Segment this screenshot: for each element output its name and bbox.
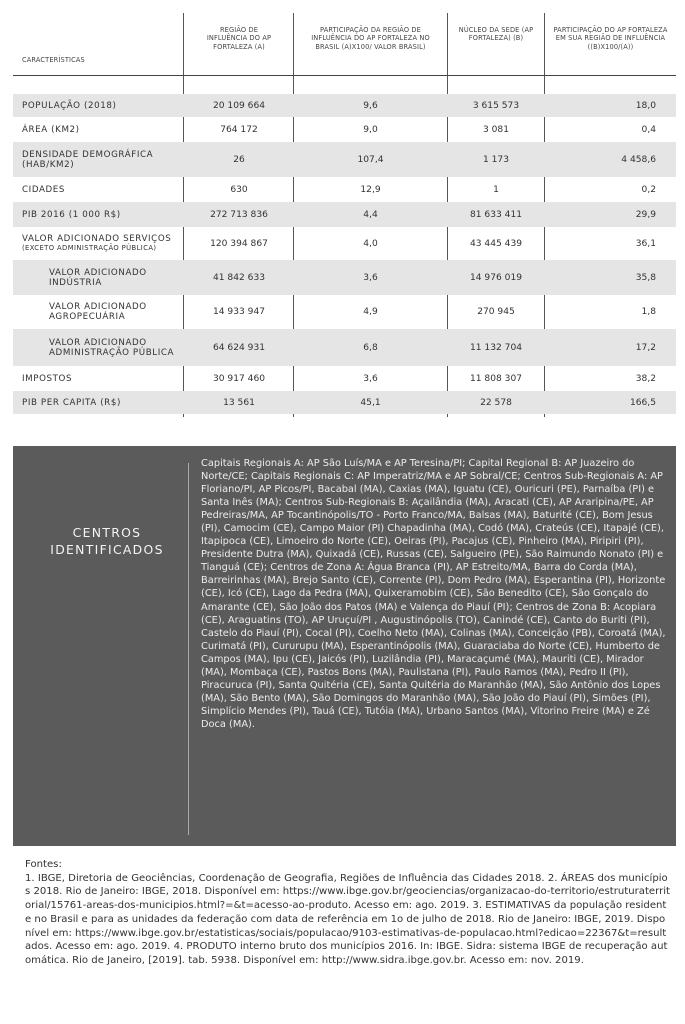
cell-core-share: 17,2	[635, 342, 656, 353]
cell-core: 11 808 307	[469, 373, 523, 384]
cell-region: 30 917 460	[212, 373, 266, 384]
centers-list: Capitais Regionais A: AP São Luís/MA e AP Teresina/PI; Capital Regional B: AP Juazeiro do Norte/CE; Capitais Regionais C: AP Imperatriz/MA e AP Sobral/CE; Centros Sub-Regionais A: AP Floriano/PI, AP Picos/PI, Bacabal (MA), Caxias (MA), Iguatu (CE), Ouricuri (PE), Parnaíba (PI) e Santa Inês (MA); Centros Sub-Regionais B: Açailândia (MA), Aracati (CE), AP Araripina/PE, AP Pedreiras/MA, AP Tocantinópolis/TO - Porto Franco/MA, Balsas (MA), Baturité (CE), Bom Jesus (PI), Camocim (CE), Campo Maior (PI) Chapadinha (MA), Codó (MA), Crateús (CE), Itapajé (CE), Itapipoca (CE), Limoeiro do Norte (CE), Oeiras (PI), Pacajus (CE), Pinheiro (MA), Piripiri (PI), Presidente Dutra (MA), Quixadá (CE), Russas (CE), Salgueiro (PE), São Raimundo Nonato (PI) e Tianguá (CE); Centros de Zona A: Água Branca (PI), AP Estreito/MA, Barra do Corda (MA), Barreirinhas (MA), Brejo Santo (CE), Corrente (PI), Dom Pedro (MA), Esperantina (PI), Horizonte (CE), Icó (CE), Lago da Pedra (MA), Quixeramobim (CE), São Benedito (CE), São Gonçalo do Amarante (CE), São João dos Patos (MA) e Valença do Piauí (PI); Centros de Zona B: Acopiara (CE), Araguatins (TO), AP Uruçuí/PI , Augustinópolis (TO), Canindé (CE), Canto do Buriti (PI), Castelo do Piauí (PI), Cocal (PI), Coelho Neto (MA), Colinas (MA), Conceição (PB), Coroatá (MA), Curimatá (PI), Cururupu (MA), Esperantinópolis (MA), Guaraciaba do Norte (CE), Humberto de Campos (MA), Ipu (CE), Jaicós (PI), Luzilândia (PI), Maracaçumé (MA), Mauriti (CE), Mirador (MA), Mombaça (CE), Pastos Bons (MA), Paulistana (PI), Paulo Ramos (MA), Pedro II (PI), Piracuruca (PI), Santa Quitéria (CE), Santa Quitéria do Maranhão (MA), São Antônio dos Lopes (MA), São Bento (MA), São Domingos do Maranhão (MA), São João do Piauí (PI), Simões (PI), Simplício Mendes (PI), Tauá (CE), Tutóia (MA), Urbano Santos (MA), Vitorino Freire (MA) e Zé Doca (MA).	[201, 458, 666, 730]
header-characteristics: CARACTERÍSTICAS	[22, 55, 85, 64]
cell-region-share: 12,9	[360, 184, 381, 195]
row-label: VALOR ADICIONADO INDÚSTRIA	[49, 267, 147, 288]
cell-core-share: 35,8	[635, 272, 656, 283]
cell-core: 270 945	[477, 307, 515, 317]
cell-core: 1	[493, 184, 499, 195]
cell-region-share: 9,6	[363, 100, 378, 111]
cell-region-share: 3,6	[363, 373, 378, 384]
row-label: ÁREA (KM2)	[22, 124, 80, 135]
cell-core-share: 18,0	[635, 100, 656, 111]
table-row	[13, 177, 676, 202]
table-row	[13, 227, 676, 260]
header-core-seat: NÚCLEO DA SEDE (AP FORTALEZA) (B)	[458, 26, 534, 43]
cell-core-share: 36,1	[635, 238, 656, 249]
header-core-share-region: PARTICIPAÇÃO DO AP FORTALEZA EM SUA REGIÃO DE INFLUÊNCIA ((B)X100/(A))	[553, 26, 668, 51]
cell-core: 22 578	[480, 397, 512, 408]
row-label: VALOR ADICIONADO ADMINISTRAÇÃO PÚBLICA	[49, 337, 175, 358]
cell-core-share: 0,2	[641, 184, 656, 195]
centers-box	[13, 446, 676, 846]
table-row	[13, 202, 676, 227]
table-row	[13, 295, 676, 329]
table-row	[13, 94, 676, 117]
cell-region: 764 172	[220, 124, 258, 135]
cell-region: 20 109 664	[212, 100, 266, 111]
cell-core-share: 166,5	[629, 397, 656, 408]
cell-region-share: 107,4	[357, 154, 384, 165]
row-label: POPULAÇÃO (2018)	[22, 100, 117, 111]
cell-core-share: 1,8	[641, 307, 656, 317]
cell-region: 64 624 931	[212, 342, 266, 353]
row-label: DENSIDADE DEMOGRÁFICA (HAB/KM2)	[22, 149, 154, 170]
cell-region-share: 45,1	[360, 397, 381, 408]
table-row	[13, 391, 676, 414]
row-sublabel: (EXCETO ADMINISTRAÇÃO PÚBLICA)	[22, 244, 157, 252]
cell-core-share: 0,4	[641, 124, 656, 135]
row-label: CIDADES	[22, 184, 66, 195]
row-label-group	[13, 234, 183, 253]
cell-region-share: 4,9	[363, 307, 378, 317]
cell-core-share: 4 458,6	[621, 154, 656, 165]
stats-table	[13, 13, 676, 414]
cell-region: 272 713 836	[210, 209, 268, 220]
cell-core: 14 976 019	[469, 272, 523, 283]
cell-region: 14 933 947	[212, 307, 266, 317]
table-header	[13, 13, 676, 76]
row-label: PIB PER CAPITA (R$)	[22, 397, 121, 408]
table-row	[13, 142, 676, 177]
sources-section	[25, 858, 670, 968]
cell-region: 630	[230, 184, 248, 195]
table-row	[13, 366, 676, 391]
cell-region: 26	[233, 154, 245, 165]
table-row	[13, 329, 676, 366]
cell-region-share: 4,0	[363, 238, 378, 249]
cell-region-share: 9,0	[363, 124, 378, 135]
row-label: IMPOSTOS	[22, 373, 73, 384]
cell-region-share: 3,6	[363, 272, 378, 283]
cell-core: 1 173	[482, 154, 510, 165]
sources-heading: Fontes:	[25, 859, 62, 870]
centers-title: CENTROS IDENTIFICADOS	[50, 525, 164, 557]
table-row	[13, 260, 676, 295]
cell-core: 43 445 439	[469, 238, 523, 249]
centers-divider	[188, 463, 189, 835]
cell-core-share: 29,9	[635, 209, 656, 220]
header-region-share-brazil: PARTICIPAÇÃO DA REGIÃO DE INFLUÊNCIA DO AP FORTALEZA NO BRASIL (A)X100/ VALOR BRASIL)	[311, 26, 430, 51]
cell-core: 11 132 704	[469, 342, 523, 353]
sources-text: 1. IBGE, Diretoria de Geociências, Coordenação de Geografia, Regiões de Influência das Cidades 2018. 2. ÁREAS dos municípios 2018. Rio de Janeiro: IBGE, 2018. Disponível em: https://www.ibge.gov.br/geociencias/organizacao-do-territorio/estruturaterritorial/15761-areas-dos-municipios.html?=&t=acesso-ao-produto. Acesso em: ago. 2019. 3. ESTIMATIVAS da população residente no Brasil e para as unidades da federação com data de referência em 1o de julho de 2018. Rio de Janeiro: IBGE, 2019. Disponível em: https://www.ibge.gov.br/estatisticas/sociais/populacao/9103-estimativas-de-populacao.html?edicao=22367&t=resultados. Acesso em: ago. 2019. 4. PRODUTO interno bruto dos municípios 2016. In: IBGE. Sidra: sistema IBGE de recuperação automática. Rio de Janeiro, [2019]. tab. 5938. Disponível em: http://www.sidra.ibge.gov.br. Acesso em: nov. 2019.	[25, 872, 671, 966]
row-label: VALOR ADICIONADO AGROPECUÁRIA	[49, 302, 147, 322]
cell-core: 81 633 411	[469, 209, 523, 220]
cell-core-share: 38,2	[635, 373, 656, 384]
cell-region: 41 842 633	[212, 272, 266, 283]
table-row	[13, 117, 676, 142]
row-label: VALOR ADICIONADO SERVIÇOS	[22, 234, 172, 244]
row-label: PIB 2016 (1 000 R$)	[22, 209, 121, 220]
header-spacer	[13, 76, 676, 94]
header-region-influence: REGIÃO DE INFLUÊNCIA DO AP FORTALEZA (A)	[206, 26, 272, 51]
cell-region-share: 4,4	[363, 209, 378, 220]
cell-region-share: 6,8	[363, 342, 378, 353]
cell-core: 3 615 573	[472, 100, 520, 111]
cell-core: 3 081	[482, 124, 510, 135]
cell-region: 13 561	[223, 397, 255, 408]
cell-region: 120 394 867	[210, 238, 268, 249]
